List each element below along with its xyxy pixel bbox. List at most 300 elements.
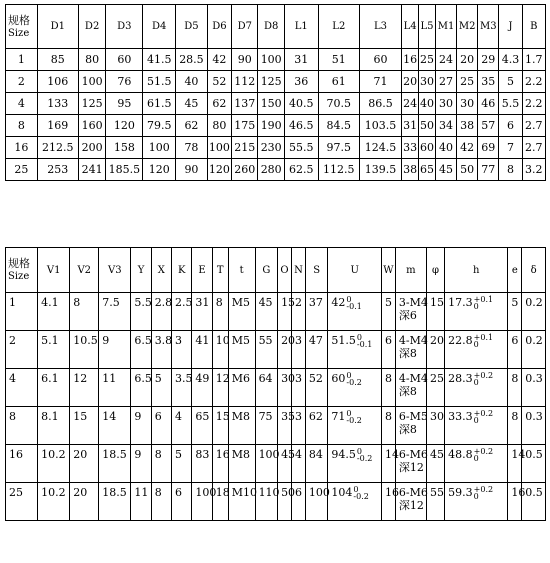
column-header: t <box>228 248 255 293</box>
table-cell: 80 <box>207 115 231 137</box>
column-header: δ <box>522 248 546 293</box>
table-cell: 65 <box>192 407 212 445</box>
table-header-row <box>6 5 546 49</box>
table-cell: 77 <box>478 159 499 181</box>
column-header: M3 <box>478 5 499 49</box>
table-cell: 20 <box>402 71 419 93</box>
table-cell: 31 <box>402 115 419 137</box>
table-cell: 0.3 <box>522 407 546 445</box>
table-cell: 8.1 <box>38 407 70 445</box>
table-cell: M8 <box>228 445 255 483</box>
table-cell: 5.1 <box>38 331 70 369</box>
table-cell: 60 <box>359 49 401 71</box>
u-tolerance <box>346 296 361 310</box>
u-nominal: 51.5 <box>331 334 356 347</box>
size-cell: 2 <box>6 331 38 369</box>
table-cell: 55.5 <box>284 137 318 159</box>
table-cell: 14 <box>381 445 395 483</box>
table-cell: 57 <box>478 115 499 137</box>
table-cell: 110 <box>255 483 278 521</box>
table-cell: 120 <box>143 159 176 181</box>
table-cell: 64 <box>255 369 278 407</box>
table-cell: 20 <box>457 49 478 71</box>
h-tolerance <box>474 486 493 500</box>
column-header: O <box>278 248 292 293</box>
table-cell: 60 <box>106 49 143 71</box>
table-cell: 30 <box>278 369 292 407</box>
size-header-en: Size <box>8 27 30 39</box>
column-header: W <box>381 248 395 293</box>
size-header <box>6 5 38 49</box>
u-lower-deviation: -0.1 <box>346 302 362 311</box>
h-tolerance-cell <box>445 483 508 521</box>
table-cell: 100 <box>207 137 231 159</box>
table-cell: 16 <box>402 49 419 71</box>
table-row <box>6 445 546 483</box>
table-row <box>6 159 546 181</box>
table-cell: 6.1 <box>38 369 70 407</box>
m-thread-cell <box>395 331 426 369</box>
table-cell: 185.5 <box>106 159 143 181</box>
table-cell: 30 <box>457 93 478 115</box>
m-thread-spec: 6-M5 <box>398 410 428 423</box>
table-cell: 24 <box>402 93 419 115</box>
table-cell: 6 <box>291 483 305 521</box>
table-cell: 6 <box>151 407 171 445</box>
column-header: B <box>522 5 545 49</box>
h-nominal: 17.3 <box>448 296 473 309</box>
size-cell: 1 <box>6 293 38 331</box>
u-lower-deviation: -0.1 <box>356 340 373 349</box>
column-header: m <box>395 248 426 293</box>
table-cell: M8 <box>228 407 255 445</box>
table-header-row <box>6 248 546 293</box>
h-upper-deviation: +0.2 <box>473 409 494 418</box>
table-cell: M5 <box>228 293 255 331</box>
table-cell: 15 <box>212 407 228 445</box>
table-cell: 31 <box>284 49 318 71</box>
u-tolerance <box>357 448 372 462</box>
table-cell: 212.5 <box>37 137 78 159</box>
column-header: V1 <box>38 248 70 293</box>
table-cell: 253 <box>37 159 78 181</box>
m-thread-spec: 4-M4 <box>398 372 428 385</box>
size-header-cn: 规格 <box>8 13 30 27</box>
table-cell: 5.5 <box>499 93 522 115</box>
u-nominal: 104 <box>331 486 353 499</box>
table-cell: 50 <box>419 115 436 137</box>
table-cell: 4 <box>172 407 192 445</box>
h-upper-deviation: +0.2 <box>473 371 494 380</box>
table-cell: 1.7 <box>522 49 545 71</box>
h-tolerance-cell <box>445 293 508 331</box>
table-cell: 3.2 <box>522 159 545 181</box>
table-cell: 103.5 <box>359 115 401 137</box>
h-tolerance <box>474 296 493 310</box>
table-cell: 3 <box>291 369 305 407</box>
table-cell: M10 <box>228 483 255 521</box>
size-cell: 16 <box>6 445 38 483</box>
table-cell: 24 <box>435 49 456 71</box>
table-cell: 47 <box>305 331 328 369</box>
table-cell: 10.2 <box>38 483 70 521</box>
column-header: D6 <box>207 5 231 49</box>
h-tolerance <box>474 448 493 462</box>
table-cell: 100 <box>258 49 284 71</box>
u-tolerance <box>346 410 361 424</box>
m-thread-depth: 深8 <box>398 385 417 398</box>
column-header: φ <box>426 248 444 293</box>
column-header: S <box>305 248 328 293</box>
table-cell: 150 <box>258 93 284 115</box>
table-cell: 120 <box>106 115 143 137</box>
size-cell: 25 <box>6 159 38 181</box>
table-cell: 8 <box>70 293 99 331</box>
table-cell: 46.5 <box>284 115 318 137</box>
size-header-en: Size <box>8 271 30 282</box>
table-cell: 260 <box>232 159 258 181</box>
table-cell: 4 <box>291 445 305 483</box>
table-cell: 15 <box>426 293 444 331</box>
table-cell: 42 <box>457 137 478 159</box>
table-cell: 106 <box>37 71 78 93</box>
table-cell: 45 <box>278 445 292 483</box>
table-cell: 40 <box>176 71 208 93</box>
column-header: V2 <box>70 248 99 293</box>
table-cell: 25 <box>426 369 444 407</box>
table-cell: 15 <box>70 407 99 445</box>
column-header: M1 <box>435 5 456 49</box>
table-cell: 40 <box>419 93 436 115</box>
size-header <box>6 248 38 293</box>
table-cell: 4.1 <box>38 293 70 331</box>
m-thread-cell <box>395 407 426 445</box>
size-cell: 25 <box>6 483 38 521</box>
table-cell: 6 <box>172 483 192 521</box>
table-row <box>6 93 546 115</box>
table-cell: 33 <box>402 137 419 159</box>
table-cell: 50 <box>278 483 292 521</box>
table-row <box>6 293 546 331</box>
h-tolerance-cell <box>445 369 508 407</box>
table-cell: 42 <box>207 49 231 71</box>
table-cell: 18 <box>212 483 228 521</box>
u-tolerance-cell <box>328 407 382 445</box>
table-cell: 11 <box>99 369 131 407</box>
table-cell: 0.2 <box>522 331 546 369</box>
table-cell: 25 <box>419 49 436 71</box>
table-cell: 8 <box>381 407 395 445</box>
table-cell: 0.2 <box>522 293 546 331</box>
table-cell: 20 <box>278 331 292 369</box>
h-nominal: 59.3 <box>448 486 473 499</box>
table-cell: 112.5 <box>318 159 359 181</box>
u-tolerance-cell <box>328 293 382 331</box>
table-cell: 5 <box>381 293 395 331</box>
table-cell: 16 <box>508 483 522 521</box>
table-cell: 62 <box>207 93 231 115</box>
table-cell: 11 <box>131 483 151 521</box>
h-lower-deviation: 0 <box>473 378 479 387</box>
u-upper-deviation: 0 <box>346 409 352 418</box>
table-cell: 45 <box>426 445 444 483</box>
column-header: Y <box>131 248 151 293</box>
table-cell: 38 <box>457 115 478 137</box>
table-cell: 6 <box>381 331 395 369</box>
m-thread-cell <box>395 293 426 331</box>
table-cell: 45 <box>176 93 208 115</box>
table-cell: 34 <box>435 115 456 137</box>
table-cell: 84 <box>305 445 328 483</box>
h-lower-deviation: 0 <box>473 302 479 311</box>
column-header: D7 <box>232 5 258 49</box>
table-cell: 16 <box>381 483 395 521</box>
table-cell: 49 <box>192 369 212 407</box>
table-cell: 15 <box>278 293 292 331</box>
m-thread-spec: 3-M4 <box>398 296 428 309</box>
u-nominal: 71 <box>331 410 346 423</box>
table-cell: 0.3 <box>522 369 546 407</box>
column-header: T <box>212 248 228 293</box>
table-cell: 38 <box>402 159 419 181</box>
u-tolerance-cell <box>328 369 382 407</box>
table-cell: 76 <box>106 71 143 93</box>
table-cell: 3.5 <box>172 369 192 407</box>
size-cell: 1 <box>6 49 38 71</box>
size-cell: 8 <box>6 407 38 445</box>
m-thread-spec: 4-M4 <box>398 334 428 347</box>
table-cell: 230 <box>258 137 284 159</box>
u-lower-deviation: -0.2 <box>346 416 362 425</box>
column-header: K <box>172 248 192 293</box>
table-cell: 30 <box>435 93 456 115</box>
column-header: V3 <box>99 248 131 293</box>
size-cell: 4 <box>6 369 38 407</box>
table-cell: 7.5 <box>99 293 131 331</box>
h-nominal: 48.8 <box>448 448 473 461</box>
m-thread-depth: 深12 <box>398 461 424 474</box>
table-cell: 137 <box>232 93 258 115</box>
column-header: D2 <box>78 5 105 49</box>
table-cell: 29 <box>478 49 499 71</box>
column-header: D4 <box>143 5 176 49</box>
table-cell: 12 <box>212 369 228 407</box>
table-cell: 69 <box>478 137 499 159</box>
table-cell: 79.5 <box>143 115 176 137</box>
table-row <box>6 49 546 71</box>
table-cell: 52 <box>305 369 328 407</box>
table-cell: 8 <box>151 483 171 521</box>
m-thread-cell <box>395 483 426 521</box>
table-cell: 46 <box>478 93 499 115</box>
table-cell: 215 <box>232 137 258 159</box>
table-cell: 6 <box>508 331 522 369</box>
table-cell: 78 <box>176 137 208 159</box>
table-cell: 5 <box>508 293 522 331</box>
table-cell: 125 <box>258 71 284 93</box>
table-cell: 95 <box>106 93 143 115</box>
u-upper-deviation: 0 <box>356 333 362 342</box>
h-upper-deviation: +0.1 <box>473 333 494 342</box>
table-cell: 40.5 <box>284 93 318 115</box>
table-cell: 175 <box>232 115 258 137</box>
table-cell: 120 <box>207 159 231 181</box>
column-header: L3 <box>359 5 401 49</box>
table-cell: 3 <box>291 407 305 445</box>
column-header: L4 <box>402 5 419 49</box>
table-cell: 20 <box>70 445 99 483</box>
table-cell: 5 <box>172 445 192 483</box>
m-thread-depth: 深12 <box>398 499 424 512</box>
table-cell: 0.5 <box>522 445 546 483</box>
table-cell: 2.7 <box>522 137 545 159</box>
table-cell: 61 <box>318 71 359 93</box>
table-cell: 90 <box>232 49 258 71</box>
column-header: D3 <box>106 5 143 49</box>
table-cell: 18.5 <box>99 483 131 521</box>
size-header-cn: 规格 <box>8 257 30 270</box>
h-tolerance <box>474 410 493 424</box>
table-cell: 8 <box>508 407 522 445</box>
table-cell: 200 <box>78 137 105 159</box>
table-cell: 71 <box>359 71 401 93</box>
h-lower-deviation: 0 <box>473 492 479 501</box>
u-lower-deviation: -0.2 <box>346 378 362 387</box>
u-tolerance <box>346 372 361 386</box>
column-header: D1 <box>37 5 78 49</box>
m-thread-depth: 深8 <box>398 423 417 436</box>
column-header: E <box>192 248 212 293</box>
table-row <box>6 407 546 445</box>
h-upper-deviation: +0.2 <box>473 447 494 456</box>
table-cell: 55 <box>255 331 278 369</box>
u-nominal: 60 <box>331 372 346 385</box>
table-cell: 62 <box>305 407 328 445</box>
table-cell: 25 <box>457 71 478 93</box>
u-upper-deviation: 0 <box>353 485 359 494</box>
column-header: L5 <box>419 5 436 49</box>
u-tolerance-cell <box>328 331 382 369</box>
table-cell: 280 <box>258 159 284 181</box>
table-cell: 90 <box>176 159 208 181</box>
table-cell: 45 <box>255 293 278 331</box>
h-tolerance <box>474 372 493 386</box>
table-cell: 7 <box>499 137 522 159</box>
u-upper-deviation: 0 <box>346 295 352 304</box>
h-upper-deviation: +0.1 <box>473 295 494 304</box>
size-cell: 4 <box>6 93 38 115</box>
table-row <box>6 369 546 407</box>
table-cell: 100 <box>255 445 278 483</box>
table-cell: 18.5 <box>99 445 131 483</box>
column-header: J <box>499 5 522 49</box>
table-cell: 97.5 <box>318 137 359 159</box>
u-lower-deviation: -0.2 <box>353 492 369 501</box>
h-nominal: 28.3 <box>448 372 473 385</box>
table-cell: 36 <box>284 71 318 93</box>
table-cell: 100 <box>305 483 328 521</box>
table-cell: 62 <box>176 115 208 137</box>
table-cell: 5 <box>499 71 522 93</box>
h-nominal: 33.3 <box>448 410 473 423</box>
table-cell: 3 <box>291 331 305 369</box>
table-cell: 2.8 <box>151 293 171 331</box>
table-cell: 139.5 <box>359 159 401 181</box>
m-thread-spec: 6-M6 <box>398 486 428 499</box>
table-cell: 20 <box>70 483 99 521</box>
column-header: e <box>508 248 522 293</box>
u-upper-deviation: 0 <box>356 447 362 456</box>
table-cell: 60 <box>419 137 436 159</box>
size-cell: 2 <box>6 71 38 93</box>
table-cell: 5.5 <box>131 293 151 331</box>
table-cell: 5 <box>151 369 171 407</box>
table-cell: 85 <box>37 49 78 71</box>
column-header: U <box>328 248 382 293</box>
table-cell: 3.8 <box>151 331 171 369</box>
table-cell: M5 <box>228 331 255 369</box>
table-cell: 2 <box>291 293 305 331</box>
h-lower-deviation: 0 <box>473 416 479 425</box>
h-upper-deviation: +0.2 <box>473 485 494 494</box>
table-cell: 9 <box>99 331 131 369</box>
h-nominal: 22.8 <box>448 334 473 347</box>
table-cell: 35 <box>278 407 292 445</box>
column-header: L1 <box>284 5 318 49</box>
table-cell: 80 <box>78 49 105 71</box>
column-header: h <box>445 248 508 293</box>
table-cell: 6.5 <box>131 369 151 407</box>
table-cell: 0.5 <box>522 483 546 521</box>
table-cell: 14 <box>99 407 131 445</box>
u-nominal: 94.5 <box>331 448 356 461</box>
m-thread-spec: 6-M6 <box>398 448 428 461</box>
table-cell: 61.5 <box>143 93 176 115</box>
table-cell: 100 <box>78 71 105 93</box>
table-cell: 30 <box>419 71 436 93</box>
table-cell: 112 <box>232 71 258 93</box>
table-cell: 158 <box>106 137 143 159</box>
m-thread-depth: 深8 <box>398 347 417 360</box>
table-cell: 75 <box>255 407 278 445</box>
table-cell: 70.5 <box>318 93 359 115</box>
table-cell: 9 <box>131 407 151 445</box>
table-cell: 51.5 <box>143 71 176 93</box>
table-cell: 86.5 <box>359 93 401 115</box>
table-cell: 8 <box>381 369 395 407</box>
column-header: N <box>291 248 305 293</box>
u-lower-deviation: -0.2 <box>356 454 373 463</box>
u-tolerance <box>353 486 368 500</box>
table-cell: M6 <box>228 369 255 407</box>
table-cell: 9 <box>131 445 151 483</box>
table-cell: 4.3 <box>499 49 522 71</box>
table-cell: 125 <box>78 93 105 115</box>
column-header: L2 <box>318 5 359 49</box>
table-cell: 100 <box>192 483 212 521</box>
column-header: M2 <box>457 5 478 49</box>
column-header: D8 <box>258 5 284 49</box>
u-tolerance <box>357 334 372 348</box>
table-cell: 6 <box>499 115 522 137</box>
m-thread-depth: 深6 <box>398 309 417 322</box>
table-cell: 55 <box>426 483 444 521</box>
table-cell: 12 <box>70 369 99 407</box>
table-cell: 41 <box>192 331 212 369</box>
table-cell: 35 <box>478 71 499 93</box>
m-thread-cell <box>395 445 426 483</box>
column-header: D5 <box>176 5 208 49</box>
